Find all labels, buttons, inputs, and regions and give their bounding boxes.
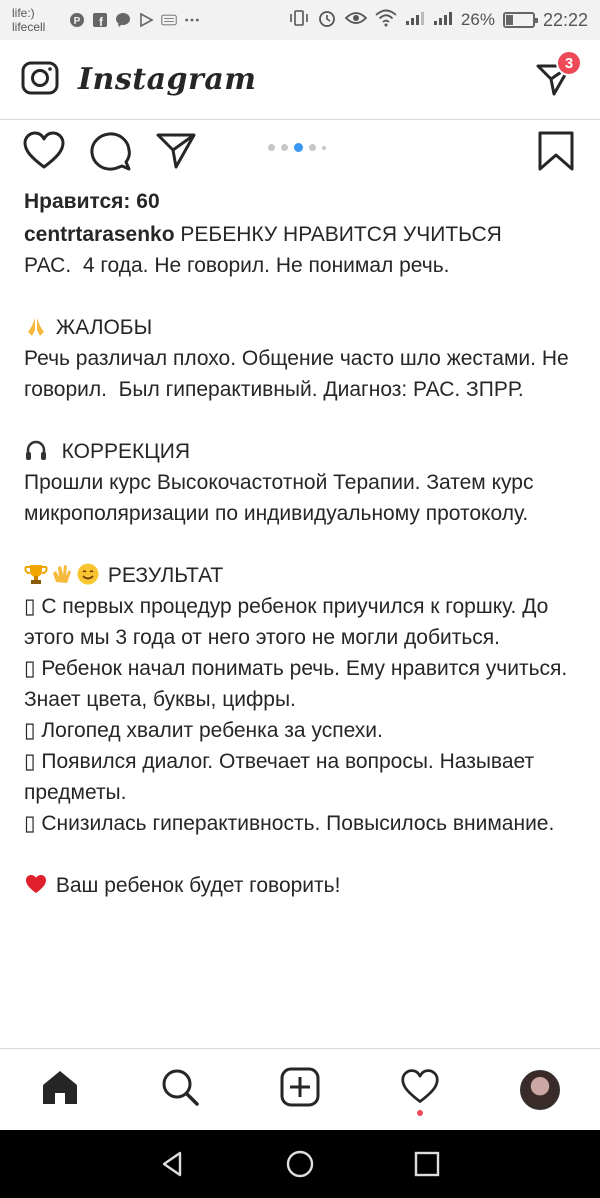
result-item-5: ▯ Снизилась гиперактивность. Повысилось внимание. bbox=[24, 812, 555, 835]
direct-messages-button[interactable] bbox=[534, 54, 578, 102]
nav-activity[interactable] bbox=[390, 1060, 450, 1120]
carrier-line-2: lifecell bbox=[12, 20, 46, 34]
caption-intro: РЕБЕНКУ НРАВИТСЯ УЧИТЬСЯ РАС. 4 года. Не говорил. Не понимал речь. bbox=[24, 223, 502, 277]
nav-home[interactable] bbox=[30, 1060, 90, 1120]
like-heart-icon[interactable] bbox=[22, 129, 66, 173]
nav-profile[interactable] bbox=[510, 1060, 570, 1120]
direct-message-icon bbox=[534, 85, 574, 102]
app-header bbox=[0, 40, 600, 120]
carousel-dot bbox=[281, 144, 288, 151]
svg-text:f: f bbox=[99, 15, 103, 28]
closing-text: Ваш ребенок будет говорить! bbox=[50, 874, 341, 897]
alarm-icon bbox=[317, 8, 337, 33]
clock: 22:22 bbox=[542, 9, 588, 30]
more-notifications-icon bbox=[184, 12, 200, 28]
vibrate-icon bbox=[289, 9, 309, 32]
result-item-3: ▯ Логопед хвалит ребенка за успехи. bbox=[24, 719, 383, 742]
dm-badge: 3 bbox=[556, 50, 582, 76]
carrier-line-1: life:) bbox=[12, 6, 35, 20]
headphones-emoji-icon bbox=[24, 440, 50, 463]
back-button[interactable] bbox=[153, 1144, 193, 1184]
smile-emoji-icon bbox=[76, 564, 102, 587]
mom-life-icon bbox=[161, 12, 177, 28]
pray-emoji-icon bbox=[24, 316, 50, 339]
complaints-title: ЖАЛОБЫ bbox=[50, 316, 153, 339]
result-item-2: ▯ Ребенок начал понимать речь. Ему нравится учиться. Знает цвета, буквы, цифры. bbox=[24, 657, 574, 711]
activity-notification-dot bbox=[417, 1110, 423, 1116]
play-store-icon bbox=[138, 12, 154, 28]
activity-heart-icon bbox=[400, 1067, 440, 1112]
bottom-navigation bbox=[0, 1048, 600, 1130]
result-title: РЕЗУЛЬТАТ bbox=[102, 564, 224, 587]
nav-search[interactable] bbox=[150, 1060, 210, 1120]
carousel-dot bbox=[294, 143, 303, 152]
facebook-icon bbox=[92, 12, 108, 28]
add-post-icon bbox=[280, 1067, 320, 1112]
messenger-icon bbox=[115, 12, 131, 28]
clap-emoji-icon bbox=[50, 564, 76, 587]
nav-new-post[interactable] bbox=[270, 1060, 330, 1120]
battery-percent: 26% bbox=[460, 10, 495, 29]
comment-icon[interactable] bbox=[88, 129, 132, 173]
result-item-4: ▯ Появился диалог. Отвечает на вопросы. Называет предметы. bbox=[24, 750, 540, 804]
battery-fill bbox=[506, 15, 513, 25]
profile-avatar bbox=[520, 1070, 560, 1110]
home-button[interactable] bbox=[280, 1144, 320, 1184]
home-icon bbox=[40, 1067, 80, 1112]
recents-button[interactable] bbox=[407, 1144, 447, 1184]
carousel-dot bbox=[309, 144, 316, 151]
correction-title: КОРРЕКЦИЯ bbox=[50, 440, 191, 463]
carrier-label bbox=[12, 6, 62, 34]
signal-icon-1 bbox=[405, 10, 425, 31]
status-bar bbox=[0, 0, 600, 40]
correction-text: Прошли курс Высокочастотной Терапии. Затем курс микрополяризации по индивидуальному протоколу. bbox=[24, 471, 540, 525]
system-navigation-bar bbox=[0, 1130, 600, 1198]
carousel-dot bbox=[268, 144, 275, 151]
red-heart-emoji-icon bbox=[24, 874, 50, 897]
likes-count[interactable]: Нравится: 60 bbox=[24, 190, 160, 213]
carousel-indicator bbox=[268, 143, 326, 152]
battery-icon bbox=[503, 12, 535, 28]
camera-icon[interactable] bbox=[20, 57, 60, 102]
wifi-icon bbox=[375, 9, 397, 32]
post-body bbox=[24, 186, 584, 901]
carousel-dot bbox=[322, 146, 326, 150]
result-item-1: ▯ С первых процедур ребенок приучился к горшку. До этого мы 3 года от него этого не могли добиться. bbox=[24, 595, 555, 649]
instagram-logo: Instagram bbox=[78, 62, 257, 97]
eye-comfort-icon bbox=[345, 10, 367, 31]
svg-text:P: P bbox=[73, 16, 81, 27]
search-icon bbox=[160, 1067, 200, 1112]
signal-icon-2 bbox=[433, 10, 453, 31]
post-username[interactable]: centrtarasenko bbox=[24, 223, 175, 246]
pinterest-icon bbox=[69, 12, 85, 28]
bookmark-icon[interactable] bbox=[536, 129, 580, 173]
complaints-text: Речь различал плохо. Общение часто шло жестами. Не говорил. Был гиперактивный. Диагноз: РАС. ЗПРР. bbox=[24, 347, 575, 401]
post-caption bbox=[24, 219, 584, 901]
trophy-emoji-icon bbox=[24, 564, 50, 587]
share-icon[interactable] bbox=[154, 129, 198, 173]
